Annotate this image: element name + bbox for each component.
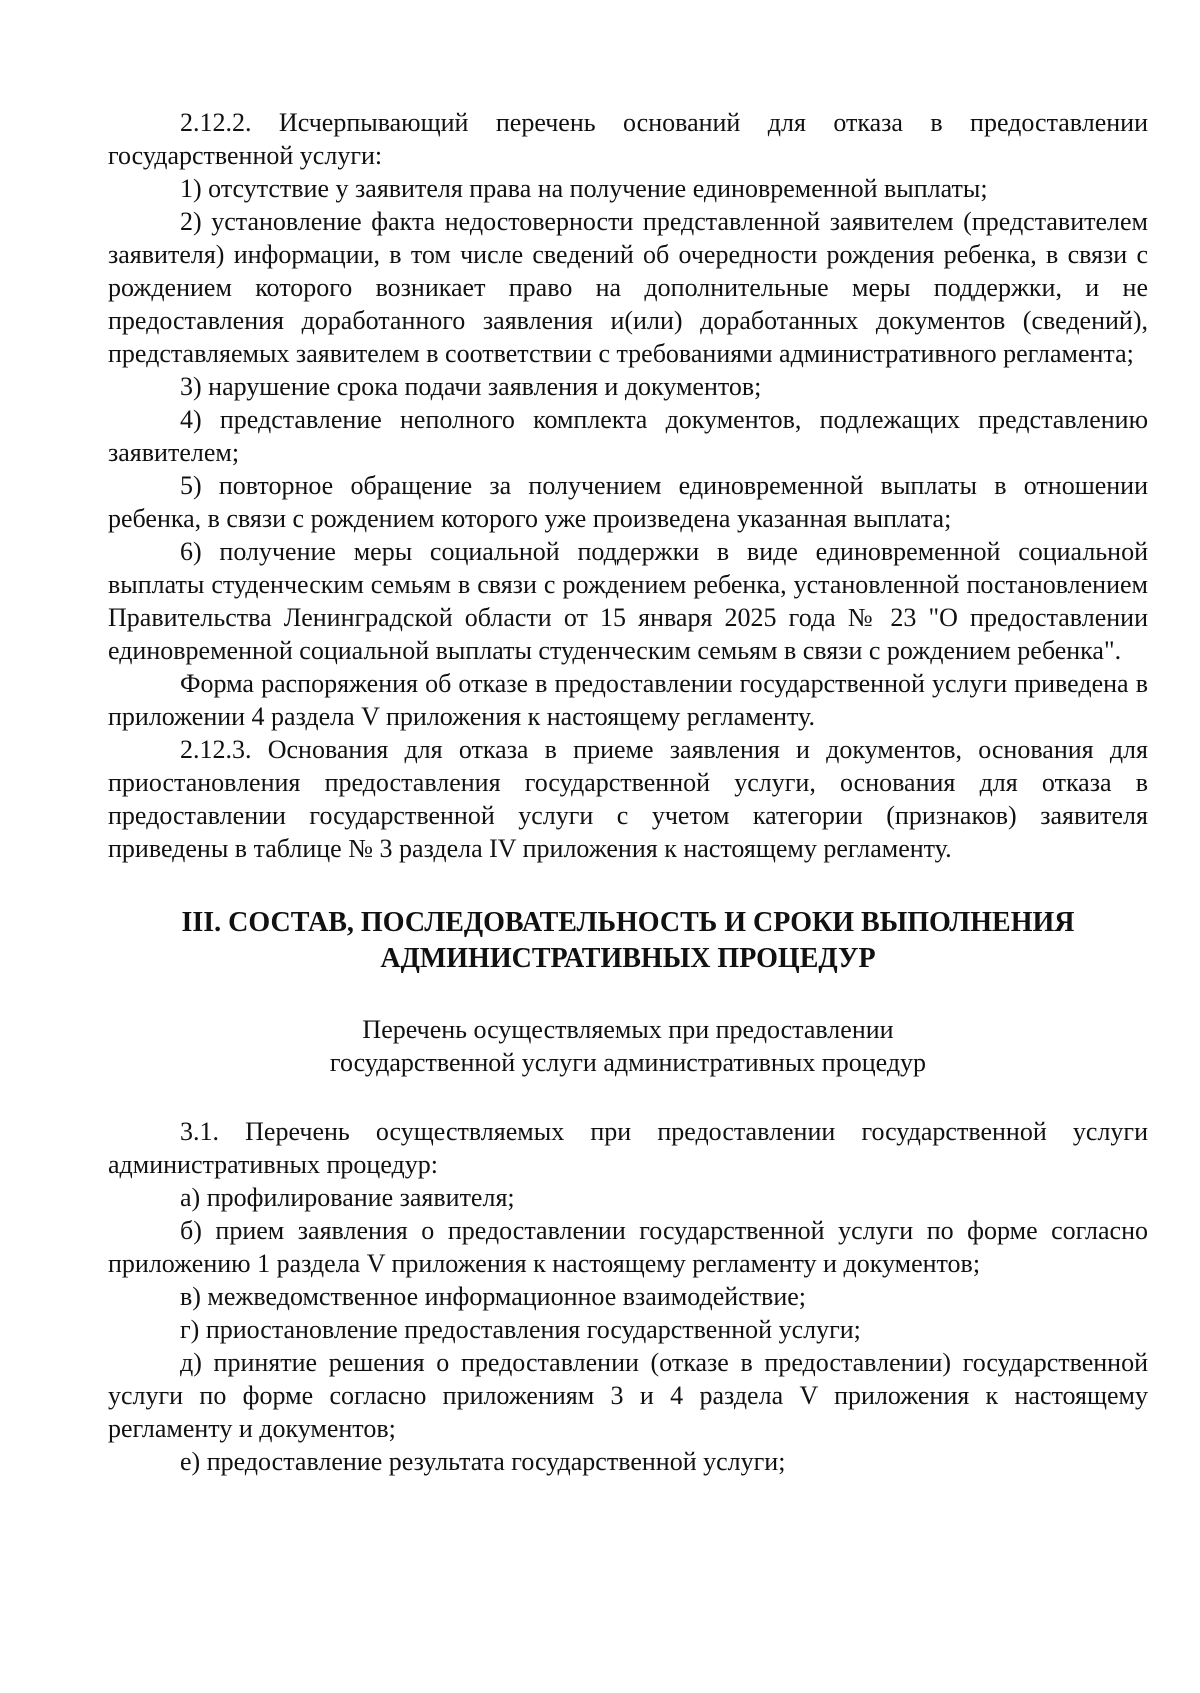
paragraph-2-12-3: 2.12.3. Основания для отказа в приеме заявления и документов, основания для приостановления предоставления государственной услуги, основания для отказа в предоставлении государственной услуги с учетом категории (признаков) заявителя приведены в таблице № 3 раздела IV приложения к настоящему регламенту.	[108, 735, 1148, 863]
list-item-2: 2) установление факта недостоверности представленной заявителем (представителем заявителя) информации, в том числе сведений об очередности рождения ребенка, в связи с рождением которого возникает право на дополнительные меры поддержки, и не предоставления доработанного заявления и(или) доработанных документов (сведений), представляемых заявителем в соответствии с требованиями административного регламента;	[108, 207, 1148, 368]
section-heading-line-1: III. СОСТАВ, ПОСЛЕДОВАТЕЛЬНОСТЬ И СРОКИ ВЫПОЛНЕНИЯ	[181, 907, 1075, 938]
subsection-heading-line-1: Перечень осуществляемых при предоставлении	[362, 1015, 894, 1044]
paragraph-3-1: 3.1. Перечень осуществляемых при предоставлении государственной услуги административных процедур:	[108, 1117, 1148, 1179]
list-item-3: 3) нарушение срока подачи заявления и документов;	[180, 372, 762, 401]
subsection-heading	[108, 1013, 1148, 1079]
paragraph-refusal-form: Форма распоряжения об отказе в предоставлении государственной услуги приведена в приложении 4 раздела V приложения к настоящему регламенту.	[108, 669, 1148, 731]
procedure-item-b: б) прием заявления о предоставлении государственной услуги по форме согласно приложению 1 раздела V приложения к настоящему регламенту и документов;	[108, 1216, 1148, 1278]
spacer	[108, 865, 1148, 905]
procedure-item-d: д) принятие решения о предоставлении (отказе в предоставлении) государственной услуги по форме согласно приложениям 3 и 4 раздела V приложения к настоящему регламенту и документов;	[108, 1348, 1148, 1443]
spacer	[108, 1079, 1148, 1115]
procedure-item-e: е) предоставление результата государственной услуги;	[180, 1447, 786, 1476]
section-heading	[108, 905, 1148, 977]
spacer	[108, 977, 1148, 1013]
list-item-5: 5) повторное обращение за получением единовременной выплаты в отношении ребенка, в связи с рождением которого уже произведена указанная выплата;	[108, 471, 1148, 533]
procedure-item-v: в) межведомственное информационное взаимодействие;	[180, 1282, 807, 1311]
list-item-1: 1) отсутствие у заявителя права на получение единовременной выплаты;	[180, 174, 988, 203]
document-body	[108, 106, 1148, 1478]
list-item-4: 4) представление неполного комплекта документов, подлежащих представлению заявителем;	[108, 405, 1148, 467]
procedure-item-a: а) профилирование заявителя;	[180, 1183, 515, 1212]
paragraph-2-12-2: 2.12.2. Исчерпывающий перечень оснований для отказа в предоставлении государственной услуги:	[108, 108, 1148, 170]
procedure-item-g: г) приостановление предоставления государственной услуги;	[180, 1315, 861, 1344]
section-heading-line-2: АДМИНИСТРАТИВНЫХ ПРОЦЕДУР	[380, 943, 876, 974]
subsection-heading-line-2: государственной услуги административных процедур	[329, 1048, 927, 1077]
list-item-6: 6) получение меры социальной поддержки в виде единовременной социальной выплаты студенческим семьям в связи с рождением ребенка, установленной постановлением Правительства Ленинградской области от 15 января 2025 года № 23 "О предоставлении единовременной социальной выплаты студенческим семьям в связи с рождением ребенка".	[108, 537, 1148, 665]
